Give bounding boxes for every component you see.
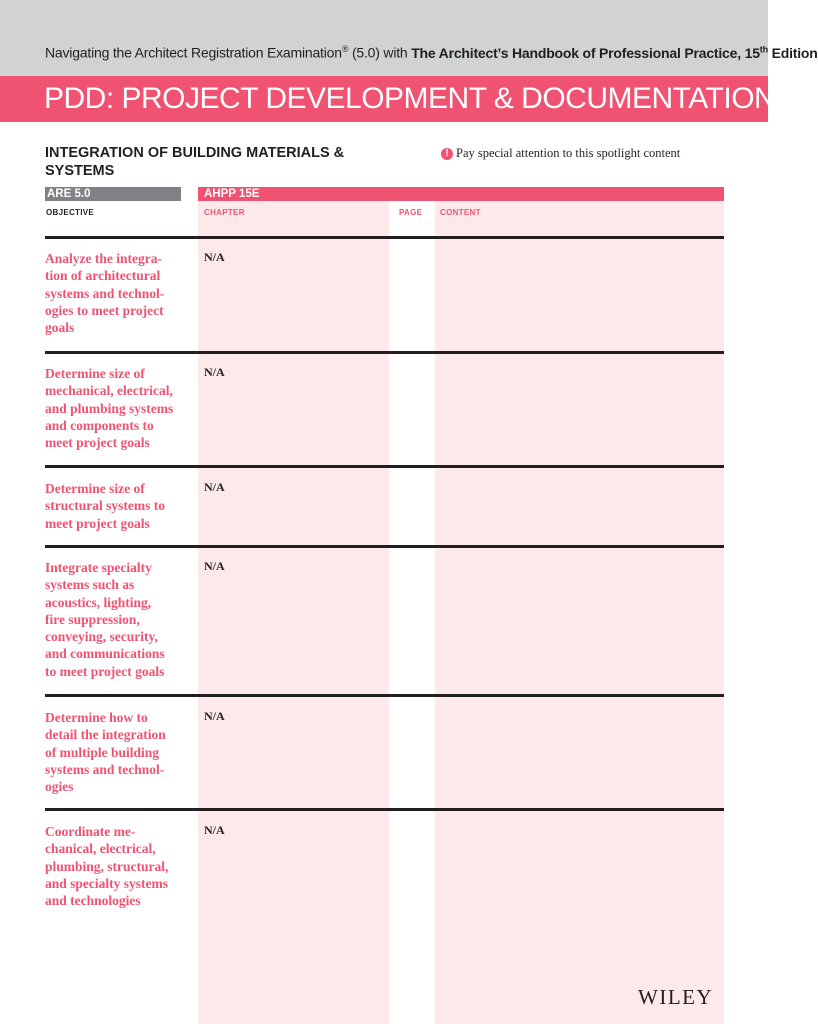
content-column-header: CONTENT [440, 208, 481, 217]
edition-suffix: th [759, 44, 768, 54]
row-divider [45, 545, 724, 548]
chapter-column-fill [198, 201, 389, 1024]
objective-column-header: OBJECTIVE [46, 208, 95, 217]
wiley-logo: WILEY [638, 985, 714, 1009]
registered-mark: ® [341, 44, 349, 54]
spotlight-note [441, 146, 680, 161]
edition-word: Edition [767, 44, 818, 61]
objective-text: Analyze the integra- tion of architectural systems and technol- ogies to meet project goals [45, 251, 165, 336]
objective-text: Determine how to detail the integration of multiple building systems and technol- ogies [45, 710, 166, 795]
header-band [0, 0, 818, 76]
objective-text: Determine size of mechanical, electrical, and plumbing systems and components to meet project goals [45, 366, 174, 451]
handbook-title-text: The Architect’s Handbook of Professional Practice, 15 [411, 44, 760, 61]
exam-name: Navigating the Architect Registration Examination [45, 44, 342, 61]
ahpp-header: AHPP 15E [198, 187, 724, 201]
chapter-value: N/A [204, 480, 225, 494]
row-divider [45, 351, 724, 354]
subtitle-connector: (5.0) with [348, 44, 412, 61]
chapter-column-header: CHAPTER [204, 208, 245, 217]
chapter-value: N/A [204, 709, 225, 723]
chapter-value: N/A [204, 823, 225, 837]
are-header: ARE 5.0 [45, 187, 181, 201]
content-column-fill [435, 201, 724, 1024]
division-banner [0, 76, 776, 122]
division-title: PDD: PROJECT DEVELOPMENT & DOCUMENTATION [44, 82, 776, 115]
row-divider [45, 465, 724, 468]
row-divider [45, 694, 724, 697]
objective-text: Coordinate me- chanical, electrical, plumbing, structural, and specialty systems and technologies [45, 824, 169, 909]
book-subtitle [45, 44, 818, 61]
row-divider [45, 808, 724, 811]
row-divider [45, 236, 724, 239]
page-column-header: PAGE [399, 208, 423, 217]
handbook-title [411, 45, 817, 61]
objective-text: Determine size of structural systems to meet project goals [45, 481, 165, 531]
spotlight-text: Pay special attention to this spotlight content [456, 146, 681, 160]
section-title: INTEGRATION OF BUILDING MATERIALS & SYSTEMS [45, 145, 345, 179]
chapter-value: N/A [204, 365, 225, 379]
alert-icon: ! [441, 148, 453, 160]
chapter-value: N/A [204, 559, 225, 573]
objective-text: Integrate specialty systems such as acoustics, lighting, fire suppression, conveying, security, and communications to meet project goals [45, 560, 165, 679]
chapter-value: N/A [204, 250, 225, 264]
